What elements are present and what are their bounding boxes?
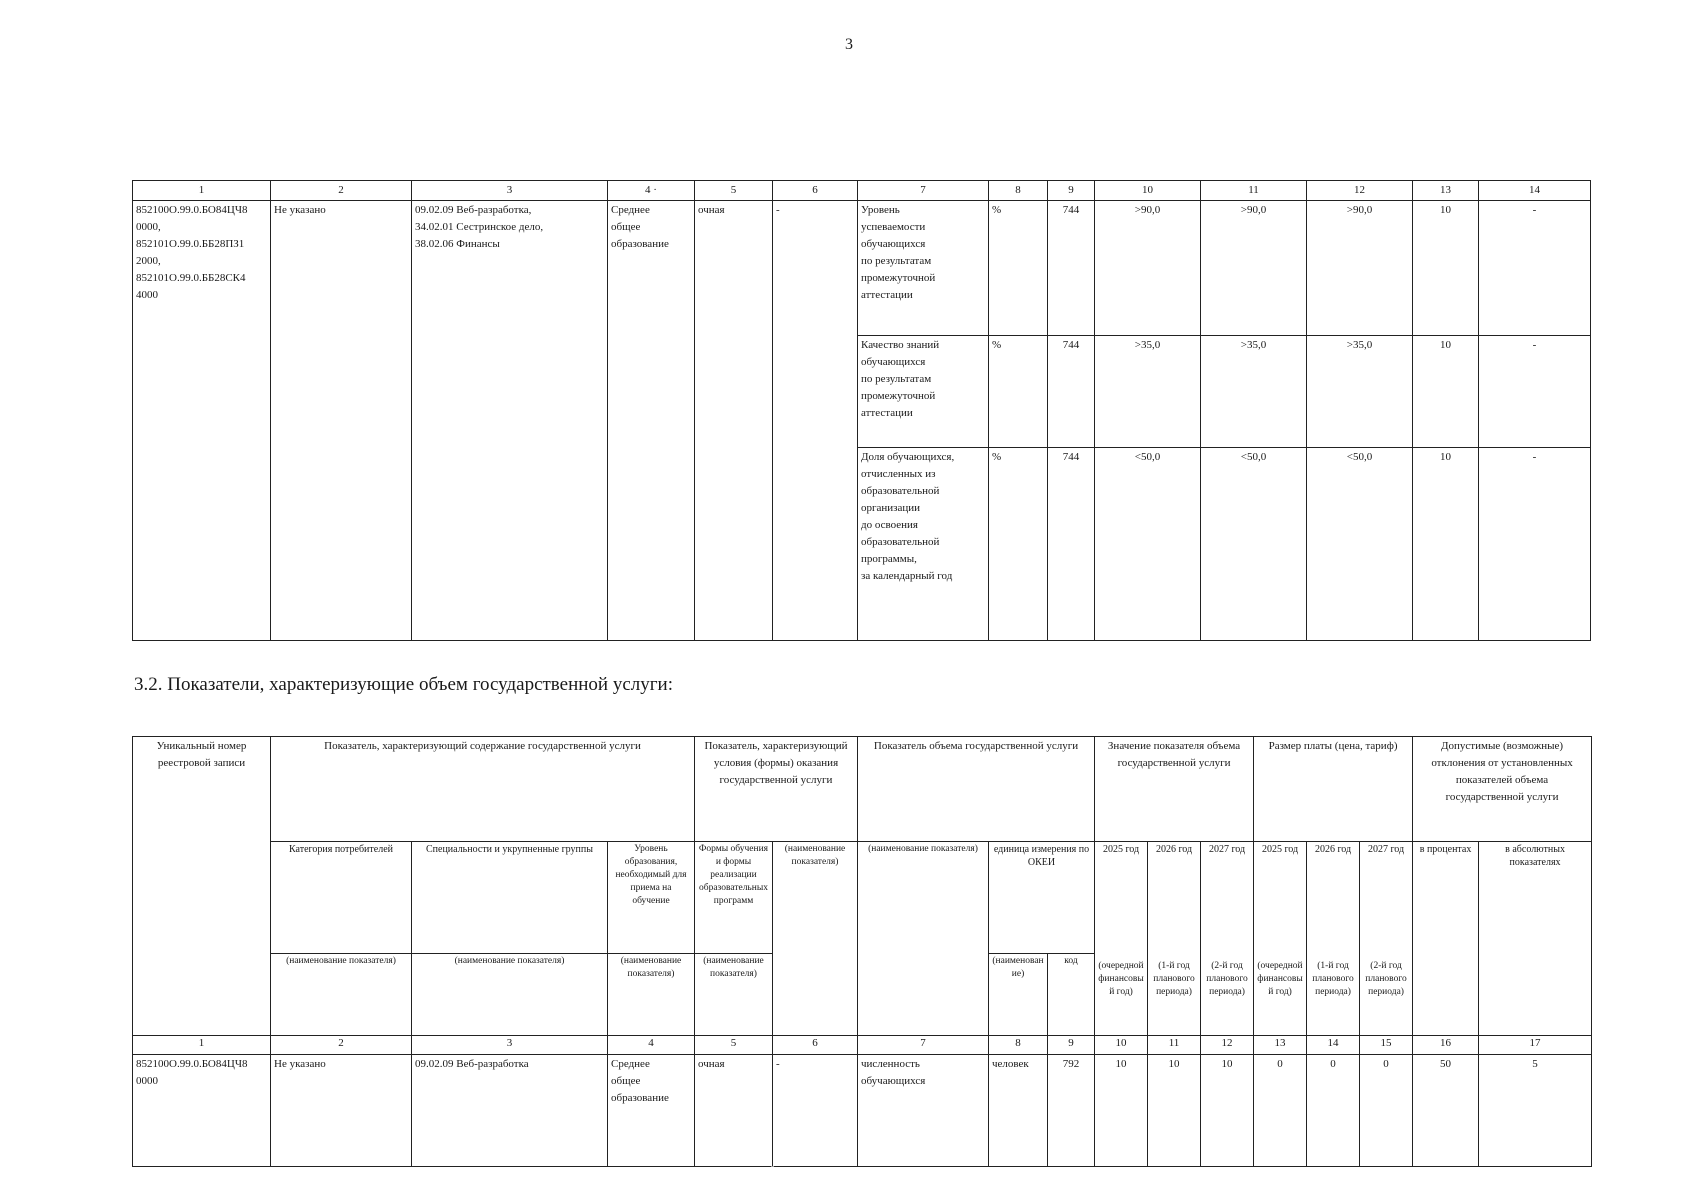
level-subheader: Уровень образования, необходимый для приема на обучение [608, 842, 695, 954]
col-number: 8 [989, 181, 1048, 201]
col-number: 12 [1201, 1036, 1254, 1055]
col-number: 5 [695, 1036, 773, 1055]
col-number: 15 [1360, 1036, 1413, 1055]
value-2027: >35,0 [1307, 336, 1413, 448]
specialties-name-label: (наименование показателя) [412, 954, 608, 1036]
col-number: 14 [1479, 181, 1591, 201]
fee-2026: 0 [1307, 1055, 1360, 1167]
education-form: очная [695, 1055, 773, 1167]
content-header: Показатель, характеризующий содержание государственной услуги [271, 737, 695, 842]
scan-mark [771, 1166, 774, 1167]
indicator-name: Качество знаний обучающихся по результатам промежуточной аттестации [858, 336, 989, 448]
deviation-absolute: 5 [1479, 1055, 1592, 1167]
fee-header: Размер платы (цена, тариф) [1254, 737, 1413, 842]
col-number: 6 [773, 1036, 858, 1055]
col-number: 2 [271, 181, 412, 201]
deviation-percent: 10 [1413, 336, 1479, 448]
registry-code: 852100О.99.0.БО84ЦЧ8 0000 [133, 1055, 271, 1167]
okei-code: 744 [1048, 448, 1095, 641]
volume-name-subheader: (наименование показателя) [858, 842, 989, 1036]
col-number: 12 [1307, 181, 1413, 201]
unit: % [989, 448, 1048, 641]
unit: человек [989, 1055, 1048, 1167]
deviation-absolute: - [1479, 336, 1591, 448]
fee-2025: 0 [1254, 1055, 1307, 1167]
education-level: Среднее общее образование [608, 1055, 695, 1167]
col6-value: - [773, 1055, 858, 1167]
year-2027-value: 2027 год (2-й год планового периода) [1201, 842, 1254, 1036]
page-number: 3 [845, 36, 853, 53]
registry-header: Уникальный номер реестровой записи [133, 737, 271, 1036]
col6-value: - [773, 201, 858, 641]
volume-header: Показатель объема государственной услуги [858, 737, 1095, 842]
indicator-name: Уровень успеваемости обучающихся по результатам промежуточной аттестации [858, 201, 989, 336]
deviation-header: Допустимые (возможные) отклонения от установленных показателей объема государственной услуги [1413, 737, 1592, 842]
value-2025: 10 [1095, 1055, 1148, 1167]
indicator-name: Доля обучающихся, отчисленных из образовательной организации до освоения образовательной программы, за календарный год [858, 448, 989, 641]
forms-name-label: (наименование показателя) [695, 954, 773, 1036]
conditions-header: Показатель, характеризующий условия (формы) оказания государственной услуги [695, 737, 858, 842]
value-2025: <50,0 [1095, 448, 1201, 641]
level-name-label: (наименование показателя) [608, 954, 695, 1036]
header-row [133, 737, 1592, 842]
value-2026: >35,0 [1201, 336, 1307, 448]
deviation-percent-subheader: в процентах [1413, 842, 1479, 1036]
okei-code: 744 [1048, 336, 1095, 448]
col-number: 7 [858, 1036, 989, 1055]
value-2025: >35,0 [1095, 336, 1201, 448]
col-number: 16 [1413, 1036, 1479, 1055]
consumer-category: Не указано [271, 1055, 412, 1167]
column-number-row [133, 181, 1591, 201]
col-number: 3 [412, 181, 608, 201]
table-row [133, 1055, 1592, 1167]
okei-code: 792 [1048, 1055, 1095, 1167]
col-number: 4 · [608, 181, 695, 201]
okei-name-label: (наименование) [989, 954, 1048, 1036]
subheader-row [133, 842, 1592, 954]
deviation-percent: 10 [1413, 201, 1479, 336]
value-2026: <50,0 [1201, 448, 1307, 641]
year-2025-value: 2025 год (очередной финансовый год) [1095, 842, 1148, 1036]
registry-codes: 852100О.99.0.БО84ЦЧ8 0000, 852101О.99.0.ББ28ПЗ1 2000, 852101О.99.0.ББ28СК4 4000 [133, 201, 271, 641]
deviation-absolute-subheader: в абсолютных показателях [1479, 842, 1592, 1036]
year-2026-fee: 2026 год (1-й год планового периода) [1307, 842, 1360, 1036]
year-2026-value: 2026 год (1-й год планового периода) [1148, 842, 1201, 1036]
col-number: 9 [1048, 181, 1095, 201]
value-2025: >90,0 [1095, 201, 1201, 336]
col-number: 5 [695, 181, 773, 201]
table-row [133, 201, 1591, 336]
year-2025-fee: 2025 год (очередной финансовый год) [1254, 842, 1307, 1036]
column-number-row [133, 1036, 1592, 1055]
quality-indicators-table [132, 180, 1591, 641]
value-2027: >90,0 [1307, 201, 1413, 336]
col-number: 10 [1095, 181, 1201, 201]
col-number: 14 [1307, 1036, 1360, 1055]
col-number: 8 [989, 1036, 1048, 1055]
deviation-absolute: - [1479, 201, 1591, 336]
specialty: 09.02.09 Веб-разработка [412, 1055, 608, 1167]
col-number: 11 [1148, 1036, 1201, 1055]
specialties: 09.02.09 Веб-разработка, 34.02.01 Сестринское дело, 38.02.06 Финансы [412, 201, 608, 641]
deviation-absolute: - [1479, 448, 1591, 641]
category-subheader: Категория потребителей [271, 842, 412, 954]
okei-code: 744 [1048, 201, 1095, 336]
col-number: 11 [1201, 181, 1307, 201]
value-2026: >90,0 [1201, 201, 1307, 336]
okei-subheader: единица измерения по ОКЕИ [989, 842, 1095, 954]
col-number: 4 [608, 1036, 695, 1055]
volume-indicator: численность обучающихся [858, 1055, 989, 1167]
specialties-subheader: Специальности и укрупненные группы [412, 842, 608, 954]
deviation-percent: 50 [1413, 1055, 1479, 1167]
value-2027: 10 [1201, 1055, 1254, 1167]
col-number: 13 [1254, 1036, 1307, 1055]
value-2027: <50,0 [1307, 448, 1413, 641]
year-2027-fee: 2027 год (2-й год планового периода) [1360, 842, 1413, 1036]
col-number: 10 [1095, 1036, 1148, 1055]
conditions-name-subheader: (наименование показателя) [773, 842, 858, 1036]
col-number: 1 [133, 181, 271, 201]
fee-2027: 0 [1360, 1055, 1413, 1167]
education-form: очная [695, 201, 773, 641]
unit: % [989, 201, 1048, 336]
volume-indicators-table [132, 736, 1592, 1167]
col-number: 17 [1479, 1036, 1592, 1055]
value-header: Значение показателя объема государственной услуги [1095, 737, 1254, 842]
col-number: 1 [133, 1036, 271, 1055]
consumer-category: Не указано [271, 201, 412, 641]
col-number: 6 [773, 181, 858, 201]
col-number: 9 [1048, 1036, 1095, 1055]
category-name-label: (наименование показателя) [271, 954, 412, 1036]
unit: % [989, 336, 1048, 448]
forms-subheader: Формы обучения и формы реализации образовательных программ [695, 842, 773, 954]
education-level: Среднее общее образование [608, 201, 695, 641]
value-2026: 10 [1148, 1055, 1201, 1167]
deviation-percent: 10 [1413, 448, 1479, 641]
col-number: 3 [412, 1036, 608, 1055]
okei-code-label: код [1048, 954, 1095, 1036]
col-number: 13 [1413, 181, 1479, 201]
section-heading: 3.2. Показатели, характеризующие объем государственной услуги: [134, 674, 674, 695]
col-number: 7 [858, 181, 989, 201]
col-number: 2 [271, 1036, 412, 1055]
